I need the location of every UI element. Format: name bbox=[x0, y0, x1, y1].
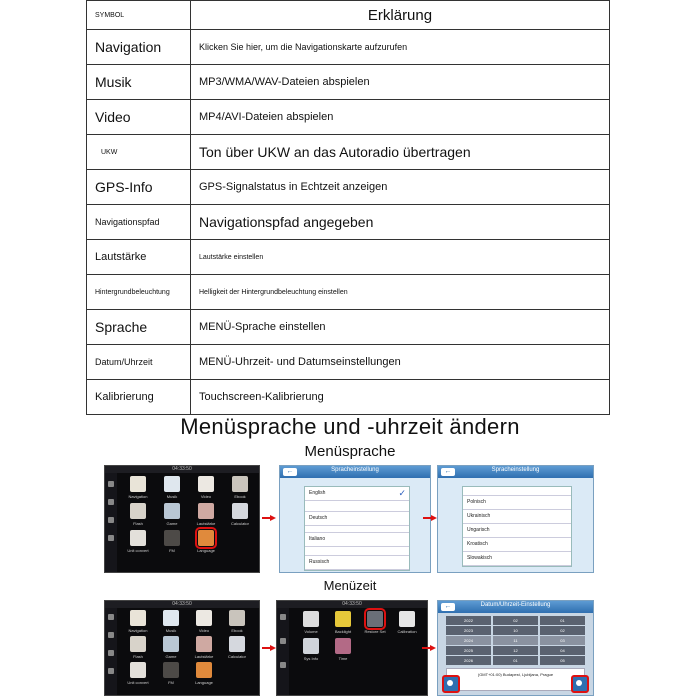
status-time: 04:33:50 bbox=[105, 466, 259, 473]
row-symbol: Musik bbox=[87, 65, 191, 100]
row-symbol: Video bbox=[87, 100, 191, 135]
table-row bbox=[87, 135, 610, 170]
game-icon bbox=[163, 636, 179, 652]
timezone-prev-button[interactable] bbox=[442, 675, 460, 693]
row-description: MP4/AVI-Dateien abspielen bbox=[191, 100, 610, 135]
row-symbol: Lautstärke bbox=[87, 240, 191, 275]
unit-convert-icon bbox=[130, 662, 146, 678]
table-header-row bbox=[87, 1, 610, 30]
day-column[interactable]: 01 02 03 04 05 bbox=[540, 616, 585, 665]
arrow-icon bbox=[422, 645, 436, 651]
language-icon bbox=[196, 662, 212, 678]
tile-music[interactable]: Musik bbox=[156, 610, 186, 633]
sidebar bbox=[277, 608, 289, 695]
menu-grid bbox=[123, 610, 252, 685]
language-option[interactable]: Slowakisch bbox=[463, 552, 571, 566]
table-row bbox=[87, 380, 610, 415]
timezone-display: (GMT+01:00) Budapest, Ljubljana, Prague bbox=[446, 668, 585, 691]
row-symbol: Sprache bbox=[87, 310, 191, 345]
row-symbol: Navigation bbox=[87, 30, 191, 65]
language-list bbox=[304, 486, 410, 571]
settings-screenshot bbox=[276, 600, 428, 696]
arrow-icon bbox=[262, 515, 276, 521]
globe-icon bbox=[576, 680, 582, 686]
timezone-next-button[interactable] bbox=[571, 675, 589, 693]
table-row bbox=[87, 345, 610, 380]
tile-navigation[interactable]: Navigation bbox=[123, 610, 153, 633]
home-icon bbox=[108, 614, 114, 620]
language-option[interactable]: Kroatisch bbox=[463, 538, 571, 552]
header-symbol: SYMBOL bbox=[87, 1, 191, 30]
check-icon: ✓ bbox=[398, 488, 406, 498]
language-option[interactable] bbox=[305, 501, 409, 512]
video-icon bbox=[198, 476, 214, 492]
symbol-table bbox=[86, 0, 610, 415]
volume-icon bbox=[198, 503, 214, 519]
language-option[interactable] bbox=[463, 487, 571, 496]
tile-music[interactable]: Musik bbox=[157, 476, 187, 499]
clock-icon bbox=[335, 638, 351, 654]
flash-icon bbox=[130, 636, 146, 652]
volume-icon bbox=[196, 636, 212, 652]
row-description: Klicken Sie hier, um die Navigationskarte aufzurufen bbox=[191, 30, 610, 65]
calculator-icon bbox=[232, 503, 248, 519]
settings-icon bbox=[108, 632, 114, 638]
tile-ebook[interactable]: Ebook bbox=[225, 476, 255, 499]
arrow-icon bbox=[423, 515, 437, 521]
calculator-icon bbox=[229, 636, 245, 652]
tile-ebook[interactable]: Ebook bbox=[222, 610, 252, 633]
tile-flash[interactable]: Flash bbox=[123, 503, 153, 526]
language-icon bbox=[198, 530, 214, 546]
apps-icon bbox=[108, 535, 114, 541]
row-description: GPS-Signalstatus in Echtzeit anzeigen bbox=[191, 170, 610, 205]
screen-title: Spracheinstellung bbox=[331, 467, 379, 473]
title-bar bbox=[438, 601, 593, 613]
row-description: MENÜ-Sprache einstellen bbox=[191, 310, 610, 345]
video-icon bbox=[196, 610, 212, 626]
settings-grid bbox=[297, 611, 421, 661]
datetime-picker bbox=[446, 616, 585, 665]
language-option[interactable]: Polnisch bbox=[463, 496, 571, 510]
arrow-icon bbox=[262, 645, 276, 651]
ebook-icon bbox=[229, 610, 245, 626]
navigation-icon bbox=[130, 476, 146, 492]
home-icon bbox=[108, 481, 114, 487]
menu-screenshot-2 bbox=[104, 600, 260, 696]
apps-icon bbox=[108, 668, 114, 674]
back-button[interactable]: ← bbox=[283, 468, 297, 476]
row-symbol: GPS-Info bbox=[87, 170, 191, 205]
fm-icon bbox=[163, 662, 179, 678]
header-description: Erklärung bbox=[191, 1, 610, 30]
tile-volume[interactable]: Lautstärke bbox=[189, 636, 219, 659]
datetime-screenshot bbox=[437, 600, 594, 696]
language-screenshot-2 bbox=[437, 465, 594, 573]
back-icon bbox=[108, 650, 114, 656]
status-time: 04:33:50 bbox=[105, 601, 259, 608]
tile-volume[interactable]: Lautstärke bbox=[191, 503, 221, 526]
row-description: MP3/WMA/WAV-Dateien abspielen bbox=[191, 65, 610, 100]
tile-video[interactable]: Video bbox=[191, 476, 221, 499]
language-option[interactable] bbox=[305, 526, 409, 533]
sidebar bbox=[105, 608, 117, 695]
menu-screenshot-1 bbox=[104, 465, 260, 573]
subheading-time: Menüzeit bbox=[323, 578, 377, 593]
settings-icon bbox=[280, 638, 286, 644]
language-option[interactable]: English ✓ bbox=[305, 487, 409, 501]
table-row bbox=[87, 310, 610, 345]
calibration-icon bbox=[399, 611, 415, 627]
tile-calibration[interactable]: Calibration bbox=[393, 611, 421, 634]
unit-convert-icon bbox=[130, 530, 146, 546]
navigation-icon bbox=[130, 610, 146, 626]
language-screenshot-1 bbox=[279, 465, 431, 573]
row-description: Helligkeit der Hintergrundbeleuchtung einstellen bbox=[191, 275, 610, 310]
ebook-icon bbox=[232, 476, 248, 492]
backlight-icon bbox=[335, 611, 351, 627]
menu-grid bbox=[123, 476, 255, 553]
table-row bbox=[87, 240, 610, 275]
table-row bbox=[87, 170, 610, 205]
tile-language[interactable]: Language bbox=[191, 530, 221, 553]
tile-flash[interactable]: Flash bbox=[123, 636, 153, 659]
fm-icon bbox=[164, 530, 180, 546]
status-time: 04:33:50 bbox=[277, 601, 427, 608]
music-icon bbox=[164, 476, 180, 492]
info-icon bbox=[303, 638, 319, 654]
volume-icon bbox=[303, 611, 319, 627]
tile-calculator[interactable]: Calculator bbox=[222, 636, 252, 659]
row-symbol: Kalibrierung bbox=[87, 380, 191, 415]
table-row bbox=[87, 100, 610, 135]
settings-icon bbox=[108, 499, 114, 505]
tile-sys-info[interactable]: Sys Info bbox=[297, 638, 325, 661]
table-row bbox=[87, 205, 610, 240]
tile-fm[interactable]: FM bbox=[157, 530, 187, 553]
back-icon bbox=[280, 662, 286, 668]
tile-backlight[interactable]: Backlight bbox=[329, 611, 357, 634]
title-bar bbox=[438, 466, 593, 478]
tile-video[interactable]: Video bbox=[189, 610, 219, 633]
subheading-language: Menüsprache bbox=[304, 443, 396, 460]
tile-calculator[interactable]: Calculator bbox=[225, 503, 255, 526]
sidebar bbox=[105, 473, 117, 572]
month-column[interactable]: 02 10 11 12 01 bbox=[493, 616, 538, 665]
home-icon bbox=[280, 614, 286, 620]
globe-icon bbox=[447, 680, 453, 686]
tile-unit-convert[interactable]: Unit convert bbox=[123, 662, 153, 685]
tile-unit-convert[interactable]: Unit convert bbox=[123, 530, 153, 553]
row-description: Lautstärke einstellen bbox=[191, 240, 610, 275]
restore-icon bbox=[367, 611, 383, 627]
screen-title: Spracheinstellung bbox=[491, 467, 540, 473]
row-symbol: Hintergrundbeleuchtung bbox=[87, 275, 191, 310]
language-option[interactable]: Russisch bbox=[305, 556, 409, 570]
tile-navigation[interactable]: Navigation bbox=[123, 476, 153, 499]
language-option[interactable]: Italiano bbox=[305, 533, 409, 547]
row-symbol: UKW bbox=[87, 135, 191, 170]
table-row bbox=[87, 65, 610, 100]
back-icon bbox=[108, 517, 114, 523]
year-column[interactable]: 2022 2023 2024 2025 2026 bbox=[446, 616, 491, 665]
tile-volume[interactable]: Volume bbox=[297, 611, 325, 634]
tile-restore[interactable]: Restore Set bbox=[361, 611, 389, 634]
language-option[interactable]: Ungarisch bbox=[463, 524, 571, 538]
row-symbol: Datum/Uhrzeit bbox=[87, 345, 191, 380]
tile-fm[interactable]: FM bbox=[156, 662, 186, 685]
section-heading: Menüsprache und -uhrzeit ändern bbox=[180, 414, 520, 439]
tile-game[interactable]: Game bbox=[156, 636, 186, 659]
row-description: Navigationspfad angegeben bbox=[191, 205, 610, 240]
language-option[interactable] bbox=[305, 547, 409, 556]
title-bar bbox=[280, 466, 430, 478]
language-list bbox=[462, 486, 572, 567]
game-icon bbox=[164, 503, 180, 519]
language-option[interactable]: Deutsch bbox=[305, 512, 409, 526]
row-description: Ton über UKW an das Autoradio übertragen bbox=[191, 135, 610, 170]
tile-game[interactable]: Game bbox=[157, 503, 187, 526]
language-option[interactable]: Ukrainisch bbox=[463, 510, 571, 524]
tile-language[interactable]: Language bbox=[189, 662, 219, 685]
flash-icon bbox=[130, 503, 146, 519]
back-button[interactable]: ← bbox=[441, 603, 455, 611]
screen-title: Datum/Uhrzeit-Einstellung bbox=[480, 602, 551, 608]
back-button[interactable]: ← bbox=[441, 468, 455, 476]
row-description: Touchscreen-Kalibrierung bbox=[191, 380, 610, 415]
row-description: MENÜ-Uhrzeit- und Datumseinstellungen bbox=[191, 345, 610, 380]
table-row bbox=[87, 30, 610, 65]
music-icon bbox=[163, 610, 179, 626]
tile-time[interactable]: Time bbox=[329, 638, 357, 661]
table-row bbox=[87, 275, 610, 310]
row-symbol: Navigationspfad bbox=[87, 205, 191, 240]
